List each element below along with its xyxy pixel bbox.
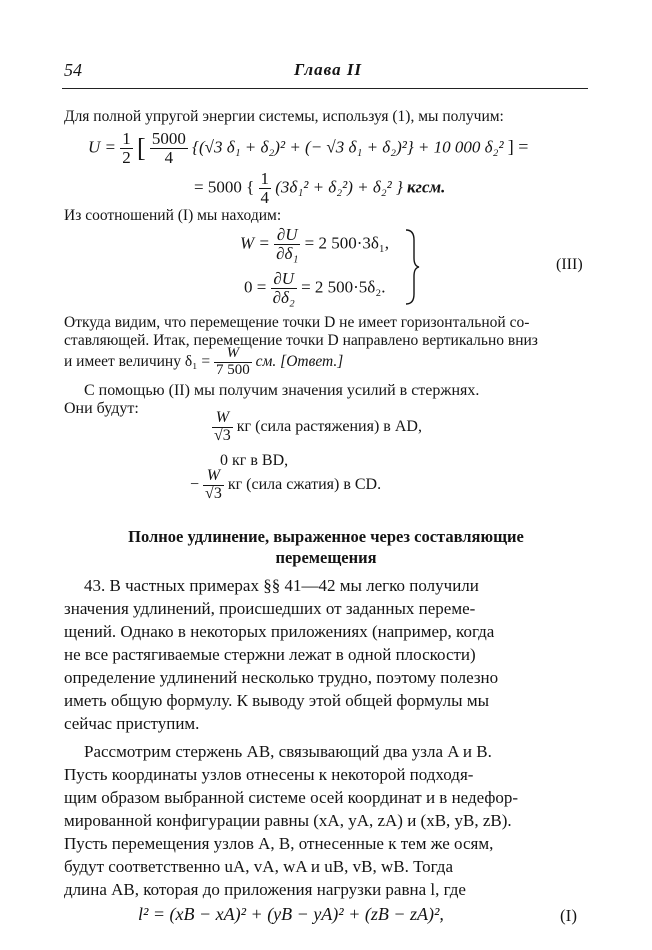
- conclusion-line3: [64, 346, 343, 379]
- para43-line: иметь общую формулу. К выводу этой общей формулы мы: [64, 691, 490, 710]
- length-equation: l² = (xB − xA)² + (yB − yA)² + (zB − zA)²,: [138, 904, 444, 924]
- answer-text: см. [Ответ.]: [255, 352, 344, 370]
- eq2-den: ∂δ₂: [272, 287, 295, 307]
- para-bar-line: Пусть перемещения узлов A, B, отнесенные к тем же осям,: [64, 834, 494, 853]
- relations-intro: Из соотношений (I) мы находим:: [64, 207, 282, 224]
- quarter-den: 4: [260, 187, 269, 207]
- left-bracket: [: [137, 133, 146, 163]
- half-den: 2: [122, 147, 131, 167]
- eq2-rhs: = 2 500·5δ₂.: [301, 277, 386, 297]
- force-ad-num: W: [212, 410, 233, 428]
- force-cd: [190, 468, 381, 503]
- eq1-lhs: W =: [240, 233, 270, 253]
- force-bd: 0 кг в BD,: [220, 452, 289, 469]
- coef-num: 5000: [151, 129, 186, 148]
- para43-line: щений. Однако в некоторых приложениях (например, когда: [64, 622, 495, 641]
- energy-equation-line2: [194, 170, 445, 207]
- eq2-num: ∂U: [271, 270, 297, 289]
- relations-label: (III): [556, 256, 583, 273]
- force-cd-den: √3: [205, 484, 222, 502]
- quarter-fraction: [259, 170, 272, 207]
- eq2-fraction: [271, 270, 297, 307]
- displacement-fraction: [214, 346, 252, 379]
- para43-line: 43. В частных примерах §§ 41—42 мы легко получили: [84, 576, 479, 595]
- section-heading-line1: Полное удлинение, выраженное через составляющие: [128, 527, 524, 546]
- force-ad-den: √3: [214, 426, 231, 444]
- force-cd-fraction: [203, 468, 224, 503]
- para43-line: значения удлинений, происшедших от заданных переме-: [64, 599, 476, 618]
- energy-lhs: U =: [88, 137, 116, 157]
- force-ad: [212, 410, 422, 445]
- force-ad-text: кг (сила растяжения) в AD,: [236, 417, 422, 435]
- intro-line: Для полной упругой энергии системы, используя (1), мы получим:: [64, 108, 504, 125]
- half-num: 1: [122, 129, 131, 148]
- eq1-rhs: = 2 500·3δ₁,: [304, 233, 390, 253]
- relation-eq2: [244, 270, 386, 307]
- energy-line2-a: = 5000 {: [194, 177, 255, 197]
- relations-brace: [404, 228, 420, 306]
- conclusion-line1: Откуда видим, что перемещение точки D не имеет горизонтальной со-: [64, 314, 530, 331]
- displacement-den: 7 500: [216, 361, 250, 378]
- force-cd-text: кг (сила сжатия) в CD.: [227, 475, 382, 493]
- para-bar-line: щим образом выбранной системе осей координат и в недефор-: [64, 788, 519, 807]
- eq1-fraction: [274, 226, 300, 263]
- length-equation-label: (I): [560, 906, 577, 925]
- energy-line2-b: (3δ₁² + δ₂²) + δ₂² }: [275, 177, 403, 197]
- relation-eq1: [240, 226, 389, 263]
- eq1-num: ∂U: [274, 226, 300, 245]
- displacement-label: и имеет величину δ₁ =: [64, 352, 211, 370]
- forces-line1: С помощью (II) мы получим значения усилий в стержнях.: [84, 382, 480, 399]
- header-rule: [62, 88, 588, 89]
- para-bar-line: будут соответственно uA, vA, wA и uB, vB, wB. Тогда: [64, 857, 453, 876]
- eq1-den: ∂δ₁: [276, 243, 299, 263]
- conclusion-line2: ставляющей. Итак, перемещение точки D направлено вертикально вниз: [64, 332, 538, 349]
- energy-equation-line1: [88, 130, 528, 167]
- coef-den: 4: [164, 147, 174, 167]
- coef-fraction: [150, 130, 188, 167]
- displacement-num: W: [214, 346, 252, 363]
- energy-inner: {(√3 δ₁ + δ₂)² + (− √3 δ₁ + δ₂)²} + 10 000 δ₂²: [192, 137, 504, 157]
- energy-unit: кгсм.: [407, 177, 446, 197]
- force-cd-sign: −: [190, 475, 200, 493]
- force-cd-num: W: [203, 468, 224, 486]
- page-number: 54: [64, 60, 82, 80]
- para43-line: сейчас приступим.: [64, 714, 200, 733]
- half-fraction: [120, 130, 133, 167]
- chapter-title: Глава II: [294, 60, 363, 79]
- energy-tail: ] =: [507, 136, 529, 157]
- para-bar-line: длина AB, которая до приложения нагрузки равна l, где: [64, 880, 466, 899]
- para-bar-line: Рассмотрим стержень AB, связывающий два узла A и B.: [84, 742, 492, 761]
- para-bar-line: мированной конфигурации равны (xA, yA, zA) и (xB, yB, zB).: [64, 811, 512, 830]
- para-bar-line: Пусть координаты узлов отнесены к некоторой подходя-: [64, 765, 474, 784]
- page-header: [64, 60, 588, 84]
- para43-line: определение удлинений несколько трудно, поэтому полезно: [64, 668, 499, 687]
- section-heading-line2: перемещения: [275, 548, 377, 567]
- eq2-lhs: 0 =: [244, 277, 267, 297]
- quarter-num: 1: [260, 169, 269, 188]
- para43-line: не все растягиваемые стержни лежат в одной плоскости): [64, 645, 476, 664]
- section-heading: [64, 526, 588, 568]
- forces-line2: Они будут:: [64, 400, 139, 417]
- force-ad-fraction: [212, 410, 233, 445]
